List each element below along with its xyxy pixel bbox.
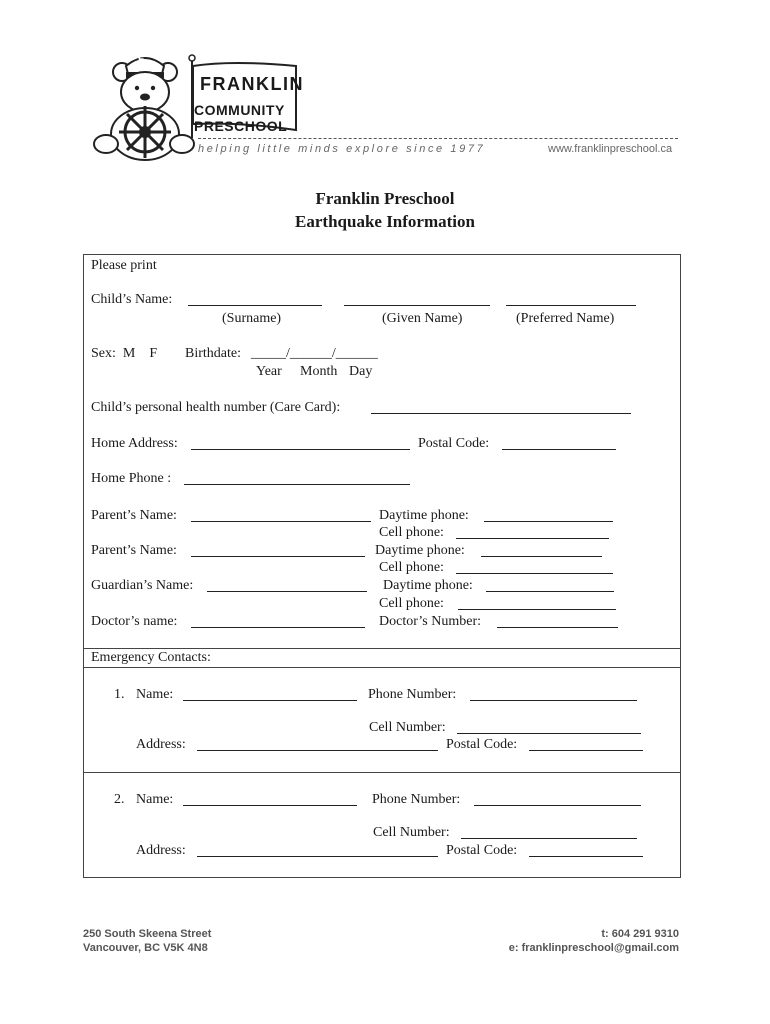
doctor-label: Doctor’s name: — [91, 614, 178, 629]
preferred-name-caption: (Preferred Name) — [516, 311, 615, 326]
given-name-field[interactable] — [344, 305, 490, 306]
surname-field[interactable] — [188, 305, 322, 306]
home-address-field[interactable] — [191, 449, 410, 450]
surname-caption: (Surname) — [222, 311, 282, 326]
contact1-postal-label: Postal Code: — [446, 737, 518, 752]
hat-letter: F — [138, 54, 145, 65]
contact1-cell-label: Cell Number: — [369, 720, 446, 735]
year-caption: Year — [256, 364, 282, 379]
emergency-heading: Emergency Contacts: — [91, 650, 211, 665]
parent1-label: Parent’s Name: — [91, 508, 177, 523]
tagline: helping little minds explore since 1977 — [198, 143, 486, 155]
guardian-field[interactable] — [207, 591, 367, 592]
footer-street: 250 South Skeena Street — [83, 928, 212, 940]
contact2-number: 2. — [114, 792, 125, 807]
parent2-daytime-field[interactable] — [481, 556, 602, 557]
footer-email: e: franklinpreschool@gmail.com — [508, 942, 679, 954]
contact2-cell-field[interactable] — [461, 838, 637, 839]
logo-franklin: FRANKLIN — [200, 74, 304, 94]
parent2-field[interactable] — [191, 556, 365, 557]
doctor-field[interactable] — [191, 627, 365, 628]
parent2-cell-field[interactable] — [456, 573, 613, 574]
contact2-name-field[interactable] — [183, 805, 357, 806]
postal-code-label: Postal Code: — [418, 436, 490, 451]
given-name-caption: (Given Name) — [382, 311, 463, 326]
home-phone-label: Home Phone : — [91, 471, 172, 486]
contact2-phone-field[interactable] — [474, 805, 641, 806]
contact1-name-field[interactable] — [183, 700, 357, 701]
bear-captain-icon — [88, 52, 208, 164]
postal-code-field[interactable] — [502, 449, 616, 450]
day-caption: Day — [349, 364, 373, 379]
guardian-daytime-label: Daytime phone: — [383, 578, 473, 593]
footer-phone: t: 604 291 9310 — [601, 928, 679, 940]
health-number-field[interactable] — [371, 413, 631, 414]
parent2-label: Parent’s Name: — [91, 543, 177, 558]
contact2-postal-field[interactable] — [529, 856, 643, 857]
contact1-phone-label: Phone Number: — [368, 687, 457, 702]
doctors-number-label: Doctor’s Number: — [379, 614, 481, 629]
contact1-address-field[interactable] — [197, 750, 438, 751]
parent1-daytime-field[interactable] — [484, 521, 613, 522]
home-address-label: Home Address: — [91, 436, 178, 451]
contact1-address-label: Address: — [136, 737, 186, 752]
logo-community: COMMUNITY — [194, 102, 285, 118]
please-print: Please print — [91, 258, 157, 273]
contact1-name-label: Name: — [136, 687, 174, 702]
month-caption: Month — [300, 364, 338, 379]
parent1-daytime-label: Daytime phone: — [379, 508, 469, 523]
website: www.franklinpreschool.ca — [548, 143, 673, 155]
doctors-number-field[interactable] — [497, 627, 618, 628]
health-number-label: Child’s personal health number (Care Card): — [91, 400, 341, 415]
parent1-field[interactable] — [191, 521, 371, 522]
contact1-number: 1. — [114, 687, 125, 702]
parent1-cell-label: Cell phone: — [379, 525, 444, 540]
contact2-phone-label: Phone Number: — [372, 792, 461, 807]
contact2-name-label: Name: — [136, 792, 174, 807]
contact2-address-field[interactable] — [197, 856, 438, 857]
home-phone-field[interactable] — [184, 484, 410, 485]
childs-name-label: Child’s Name: — [91, 292, 173, 307]
birthdate-label: Birthdate: — [185, 346, 241, 361]
title-line-1: Franklin Preschool — [315, 189, 455, 208]
guardian-label: Guardian’s Name: — [91, 578, 194, 593]
parent2-cell-label: Cell phone: — [379, 560, 444, 575]
contact1-postal-field[interactable] — [529, 750, 643, 751]
contact1-phone-field[interactable] — [470, 700, 637, 701]
emergency-divider — [83, 648, 681, 649]
contact-divider — [83, 772, 681, 773]
header-dashed-rule — [198, 138, 678, 139]
guardian-cell-label: Cell phone: — [379, 596, 444, 611]
contact1-cell-field[interactable] — [457, 733, 641, 734]
emergency-heading-rule — [83, 667, 681, 668]
preferred-name-field[interactable] — [506, 305, 636, 306]
guardian-daytime-field[interactable] — [486, 591, 614, 592]
sex-label[interactable]: Sex: M F — [91, 346, 158, 361]
contact2-cell-label: Cell Number: — [373, 825, 450, 840]
contact2-postal-label: Postal Code: — [446, 843, 518, 858]
parent1-cell-field[interactable] — [456, 538, 609, 539]
birthdate-field[interactable]: _____/______/______ — [251, 346, 378, 361]
logo-preschool: PRESCHOOL — [194, 118, 288, 134]
guardian-cell-field[interactable] — [458, 609, 616, 610]
title-line-2: Earthquake Information — [295, 212, 475, 231]
footer-city: Vancouver, BC V5K 4N8 — [83, 942, 208, 954]
contact2-address-label: Address: — [136, 843, 186, 858]
parent2-daytime-label: Daytime phone: — [375, 543, 465, 558]
